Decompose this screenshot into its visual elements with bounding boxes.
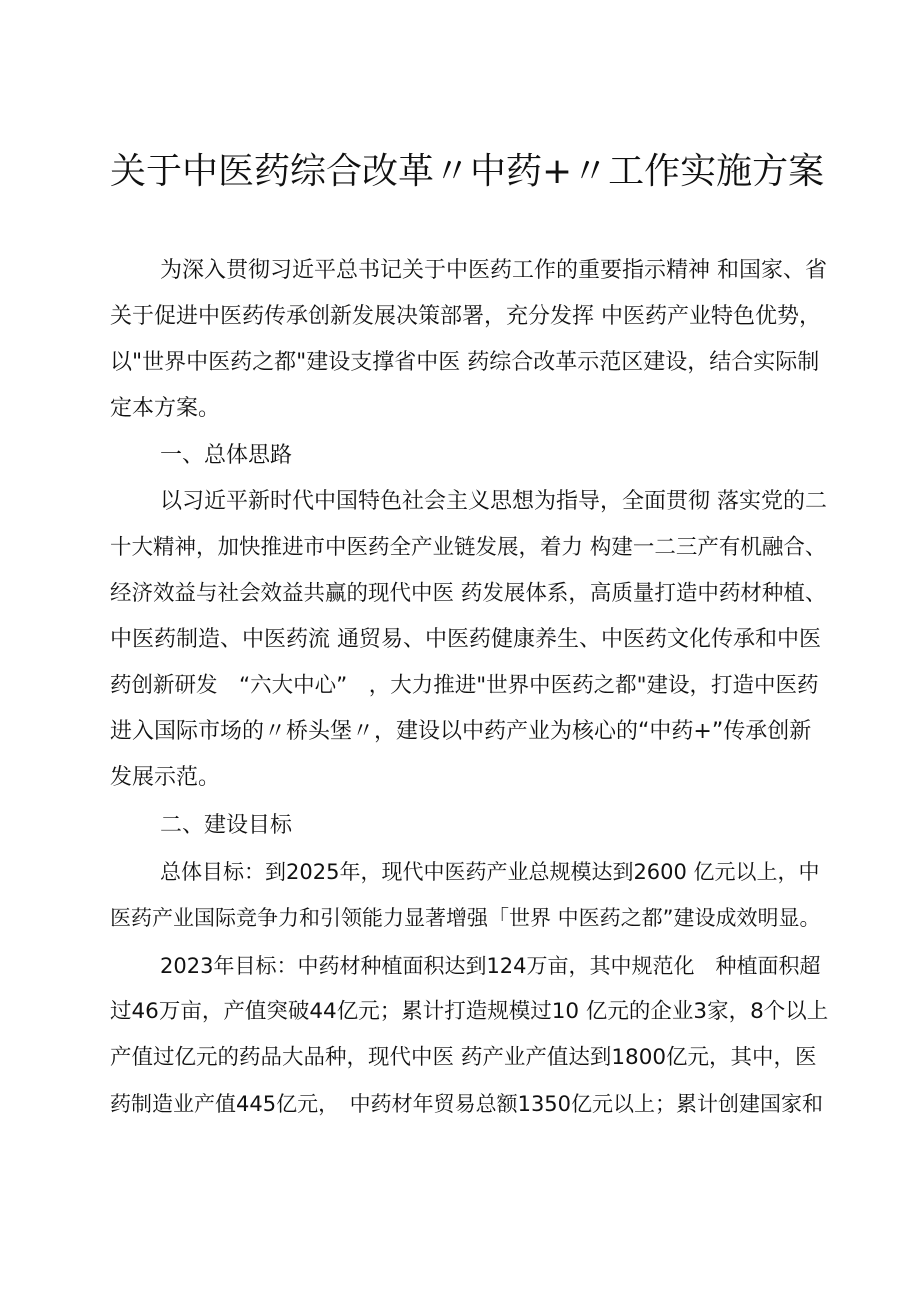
body-line: 进入国际市场的〃桥头堡〃，建设以中药产业为核心的“中药+”传承创新 [110,719,812,744]
body-line: 药制造业产值445亿元， 中药材年贸易总额1350亿元以上；累计创建国家和 [110,1092,824,1116]
body-line: 药创新研发 “六大中心” ，大力推进"世界中医药之都"建设，打造中医药 [110,673,819,698]
body-line: 关于促进中医药传承创新发展决策部署，充分发挥 中医药产业特色优势， [110,304,821,329]
body-line: 为深入贯彻习近平总书记关于中医药工作的重要指示精神 和国家、省 [160,258,827,283]
body-line: 发展示范。 [110,765,221,790]
body-line: 以"世界中医药之都"建设支撑省中医 药综合改革示范区建设，结合实际制 [110,350,820,375]
body-line: 过46万亩，产值突破44亿元；累计打造规模过10 亿元的企业3家，8个以上 [110,999,829,1024]
document-title: 关于中医药综合改革〃中药+〃工作实施方案 [110,151,825,192]
body-line: 2023年目标：中药材种植面积达到124万亩，其中规范化 种植面积超 [160,954,821,978]
body-line: 产值过亿元的药品大品种，现代中医 药产业产值达到1800亿元，其中，医 [110,1045,817,1070]
body-line: 中医药制造、中医药流 通贸易、中医药健康养生、中医药文化传承和中医 [110,627,821,652]
body-line: 十大精神，加快推进市中医药全产业链发展，着力 构建一二三产有机融合、 [110,535,827,560]
body-line: 医药产业国际竞争力和引领能力显著增强「世界 中医药之都”建设成效明显。 [110,906,821,930]
body-line: 经济效益与社会效益共赢的现代中医 药发展体系，高质量打造中药材种植、 [110,581,827,606]
section-heading: 二、建设目标 [160,813,293,838]
body-line: 定本方案。 [110,396,221,421]
body-line: 以习近平新时代中国特色社会主义思想为指导，全面贯彻 落实党的二 [160,489,827,514]
section-heading: 一、总体思路 [160,443,293,468]
body-line: 总体目标：到2025年，现代中医药产业总规模达到2600 亿元以上，中 [160,860,820,884]
